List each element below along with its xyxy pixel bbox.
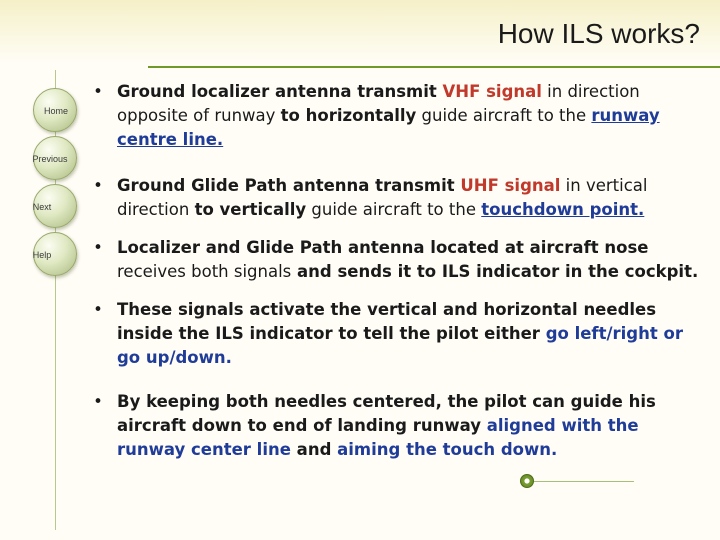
bullet-text-segment: By keeping both needles centered, the pilot can guide his aircraft down to end of landing runway — [117, 392, 656, 435]
bullet-text-segment: and — [290, 440, 338, 459]
bullet-text-segment: to horizontally — [280, 106, 417, 125]
bullet-text-segment: to vertically — [194, 200, 307, 219]
next-label: Next — [32, 202, 52, 212]
bullet-text-segment: in direction opposite of runway — [117, 82, 640, 125]
bullet-text-segment: touchdown point. — [481, 200, 645, 219]
bullet-text-segment: aiming the touch down. — [337, 440, 558, 459]
bullet-text-segment: and sends it to ILS indicator in the cockpit. — [291, 262, 699, 281]
bullet-text-segment: guide aircraft to the — [306, 200, 482, 219]
slide-title: How ILS works? — [497, 18, 700, 49]
bullet-item — [88, 298, 708, 370]
bullet-text-segment: Ground localizer antenna transmit — [117, 82, 443, 101]
bullet-item — [88, 80, 708, 152]
bullet-item — [88, 236, 708, 284]
bullet-dot: • — [93, 392, 103, 411]
help-label: Help — [32, 250, 52, 260]
bullet-text-segment: in vertical direction — [117, 176, 648, 219]
bullet-text-segment: guide aircraft to the — [416, 106, 592, 125]
bullet-text-segment: UHF signal — [460, 176, 561, 195]
bullet-text-segment: receives both signals — [117, 262, 292, 281]
bullet-text-segment: go left/right or go up/down. — [117, 324, 683, 367]
bullet-text-segment: Localizer and Glide Path antenna located at aircraft nose — [117, 238, 649, 257]
indicator-line — [534, 481, 634, 482]
bullet-item — [88, 390, 708, 462]
bullet-text-segment: runway centre line. — [117, 106, 660, 149]
bullet-dot: • — [93, 176, 103, 195]
bullet-dot: • — [93, 300, 103, 319]
bullet-text-segment: These signals activate the vertical and horizontal needles inside the ILS indicator to tell the pilot either — [117, 300, 657, 343]
slide-indicator-icon — [520, 474, 534, 488]
bullet-item — [88, 174, 708, 222]
bullet-text-segment: VHF signal — [442, 82, 542, 101]
bullet-dot: • — [93, 238, 103, 257]
bullet-text-segment: aligned with the runway center line — [117, 416, 639, 459]
bullet-dot: • — [93, 82, 103, 101]
bullet-text-segment: Ground Glide Path antenna transmit — [117, 176, 461, 195]
home-label: Home — [43, 106, 69, 116]
previous-label: Previous — [32, 154, 68, 164]
title-divider — [148, 66, 720, 68]
